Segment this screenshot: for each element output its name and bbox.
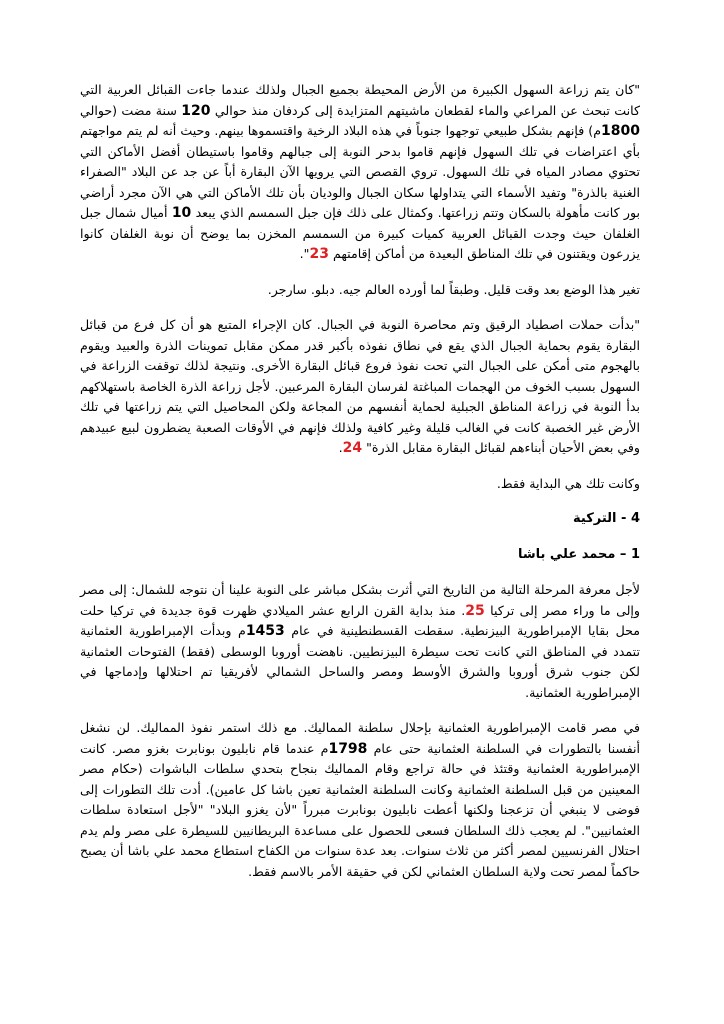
section-heading: 4 - التركية [573, 511, 640, 526]
number-run: 1800 [601, 123, 640, 139]
text-run: أميال شمال جبل الغلفان حيث وجدت القبائل العربية كميات كبيرة من السمسم المخزن بما يوضح أن نوبة الغلفان كانوا يزرعون ويقتنون في تلك المناطق البعيدة من أماكن إقامتهم [80, 205, 640, 261]
text-run: . منذ بداية القرن الرابع عشر الميلادي ظهرت قوة جديدة في تركيا حلت محل بقايا الإمبراطورية البيزنطية. سقطت القسطنطينية في عام [80, 602, 640, 638]
footnote-ref-24: 24 [342, 440, 363, 456]
text-run: . [338, 440, 343, 455]
text-run: في مصر قامت الإمبراطورية العثمانية بإحلال سلطنة المماليك. مع ذلك استمر نفوذ المماليك. لن نشغل أنفسنا بالتطورات في السلطنة العثمانية حتى عام [80, 720, 640, 756]
text-run: سنة مضت (حوالي [80, 102, 182, 118]
paragraph-5 [80, 580, 640, 703]
text-run: م عندما قام نابليون بونابرت بغزو مصر. كانت الإمبراطورية العثمانية وقتئذ في حالة تراجع وقام المماليك بنجاح بتحدي سلطات الباشوات (حكام مصر المعينين من قبل السلطنة العثمانية وكانت السلطنة العثمانية تعين باشا كل عامين). أدت تلك التطورات إلى فوضى لا ينبغي أن تزعجنا ولكنها أعطت نابليون بونابرت مبرراً "لأن يغزو البلاد" "لأجل استعادة سلطات العثمانيين". لم يعجب ذلك السلطان فسعى للحصول على مساعدة البريطانيين للسيطرة على مصر ولم يدم احتلال الفرنسيين لمصر أكثر من ثلاث سنوات. بعد عدة سنوات من الكفاح استطاع محمد علي باشا أن يصبح حاكماً لمصر تحت ولاية السلطان العثماني لكن في حقيقة الأمر بالاسم فقط. [80, 740, 640, 879]
quote-paragraph-1 [80, 80, 640, 265]
number-run: 120 [181, 102, 211, 119]
number-run: 1798 [328, 740, 368, 757]
footnote-ref-25: 25 [465, 602, 485, 619]
number-run: 1453 [245, 623, 285, 639]
text-run: "بدأت حملات اصطياد الرقيق وتم محاصرة النوبة في الجبال. كان الإجراء المتبع هو أن كل فرع من قبائل البقارة يقوم بحماية الجبال الذي يقع في نطاق نفوذه بأكبر قدر ممكن مقابل تموينات الذرة والعبيد ويقوم بالهجوم متى أمكن على الجبال التي تحت نفوذ فروع قبائل البقارة الأخرى. ونتيجة لذلك توقفت الزراعة في السهول بسبب الخوف من الهجمات المباغتة لفرسان البقارة المرعبين. لأجل زراعة الذرة الخاصة باستهلاكهم بدأ النوبة في زراعة المناطق الجبلية لحماية أنفسهم من المجاعة ولكن المحاصيل التي يتم زراعتها في تلك الأرض غير الخصبة كانت في الغالب قليلة وغير كافية ولذلك فإنهم في الأوقات الصعبة يضطرون لبيع عبيدهم وفي بعض الأحيان أبناءهم لقبائل البقارة مقابل الذرة" [80, 317, 640, 455]
paragraph-4: وكانت تلك هي البداية فقط. [496, 475, 640, 491]
paragraph-2: تغير هذا الوضع بعد وقت قليل. وطبقاً لما أورده العالم جيه. دبلو. سارجر. [267, 281, 640, 297]
text-run: م وبدأت الإمبراطورية العثمانية تتمدد في المناطق التي كانت تحت سيطرة البيزنطيين. ناهضت أوروبا الوسطى (فقط) الفتوحات العثمانية لكن جنوب شرق أوروبا والشرق الأوسط ومصر والساحل الشمالي لأفريقيا تم احتلالها وإدماجها في الإمبراطورية العثمانية. [80, 623, 640, 700]
text-run: "كان يتم زراعة السهول الكبيرة من الأرض المحيطة بجميع الجبال ولذلك عندما جاءت القبائل العربية التي كانت تبحث عن المراعي والماء لقطعان ماشيتهم المتزايدة إلى كردفان منذ حوالي [80, 82, 641, 118]
subsection-heading: 1 – محمد علي باشا [517, 546, 640, 562]
text-run: م) فإنهم بشكل طبيعي توجهوا جنوباً في هذه البلاد الرخية واقتسموها بينهم. وحيث أنه لم يتم مواجهتم بأي اعتراضات في تلك السهول فإنهم قاموا بدحر النوبة إلى جبالهم وقاموا باستيطان أفضل الأماكن التي تحتوي مصادر المياه في تلك السهول. تروي القصص التي يرويها الآن البقارة أباً عن جد عن البلاد "الصفراء الغنية بالذرة" وتفيد الأسماء التي يتداولها سكان الجبال والوديان بأن تلك الأماكن التي هي الآن مجرد أراضي بور كانت مأهولة بالسكان وتتم زراعتها. وكمثال على ذلك فإن جبل السمسم الذي يبعد [80, 123, 640, 220]
text-run: لأجل معرفة المرحلة التالية من التاريخ التي أثرت بشكل مباشر على النوبة علينا أن نتوجه للشمال: إلى مصر وإلى ما وراء مصر إلى تركيا [80, 582, 640, 618]
number-run: 10 [171, 205, 192, 221]
quote-paragraph-3 [80, 315, 640, 459]
document-page [80, 80, 640, 882]
footnote-ref-23: 23 [309, 246, 329, 262]
text-run: ". [299, 246, 310, 261]
paragraph-6 [80, 718, 640, 882]
